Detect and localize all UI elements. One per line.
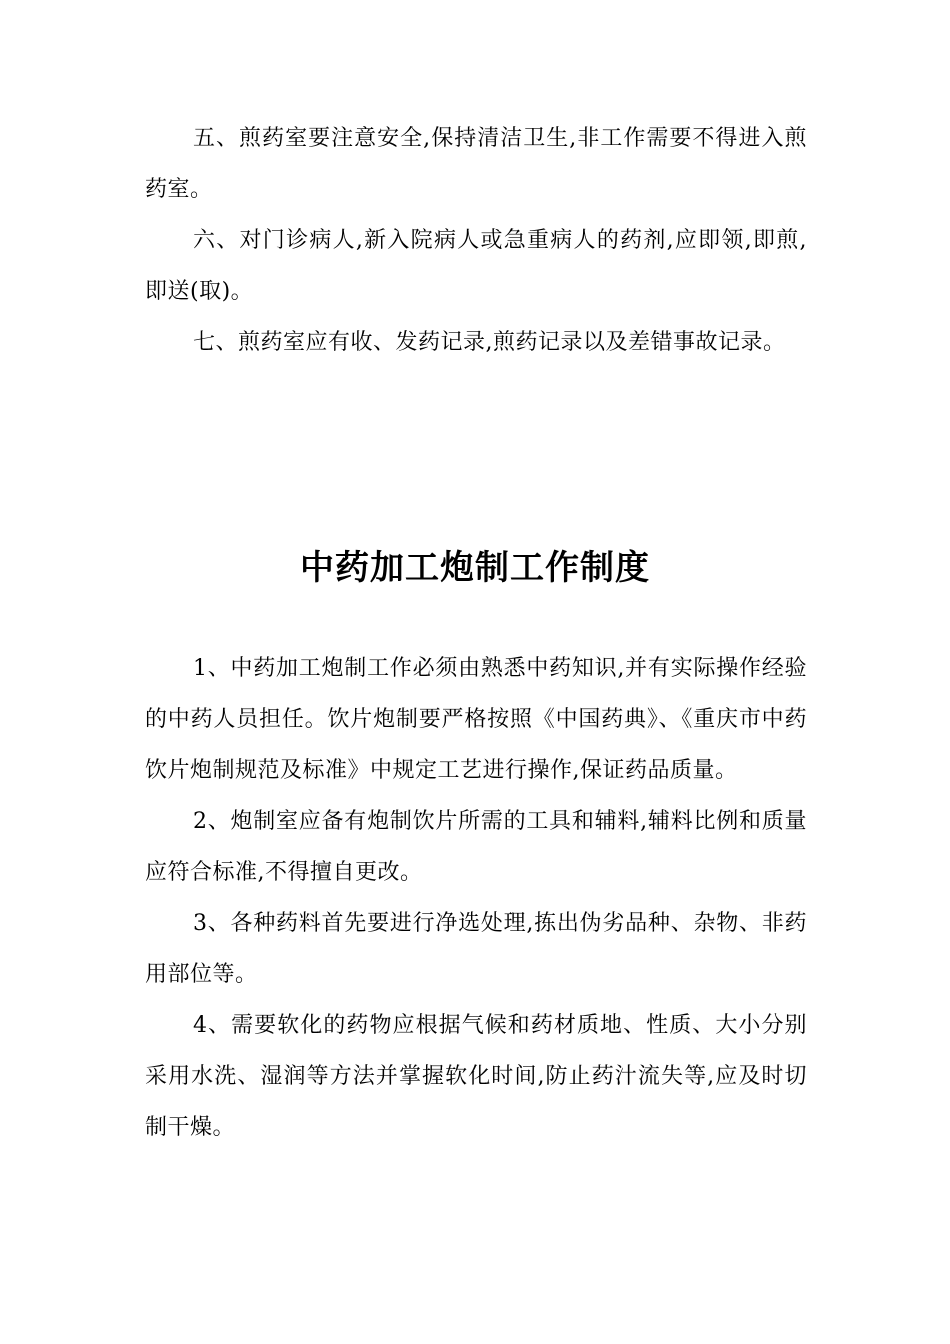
processing-rule-3: 3、各种药料首先要进行净选处理,拣出伪劣品种、杂物、非药用部位等。 bbox=[145, 911, 807, 987]
processing-rule-4: 4、需要软化的药物应根据气候和药材质地、性质、大小分别采用水洗、湿润等方法并掌握软化时间,防止药汁流失等,应及时切制干燥。 bbox=[145, 1013, 807, 1140]
processing-rule-2: 2、炮制室应备有炮制饮片所需的工具和辅料,辅料比例和质量应符合标准,不得擅自更改。 bbox=[145, 809, 807, 885]
processing-rules bbox=[145, 643, 807, 1153]
rule-item-7: 七、煎药室应有收、发药记录,煎药记录以及差错事故记录。 bbox=[193, 330, 786, 355]
decoction-room-rules-continued bbox=[145, 113, 807, 368]
section-title: 中药加工炮制工作制度 bbox=[300, 548, 650, 588]
processing-rule-1: 1、中药加工炮制工作必须由熟悉中药知识,并有实际操作经验的中药人员担任。饮片炮制要严格按照《中国药典》、《重庆市中药饮片炮制规范及标准》中规定工艺进行操作,保证药品质量。 bbox=[145, 656, 807, 783]
rule-item-5: 五、煎药室要注意安全,保持清洁卫生,非工作需要不得进入煎药室。 bbox=[145, 126, 807, 202]
rule-item-6: 六、对门诊病人,新入院病人或急重病人的药剂,应即领,即煎,即送(取)。 bbox=[145, 228, 807, 304]
